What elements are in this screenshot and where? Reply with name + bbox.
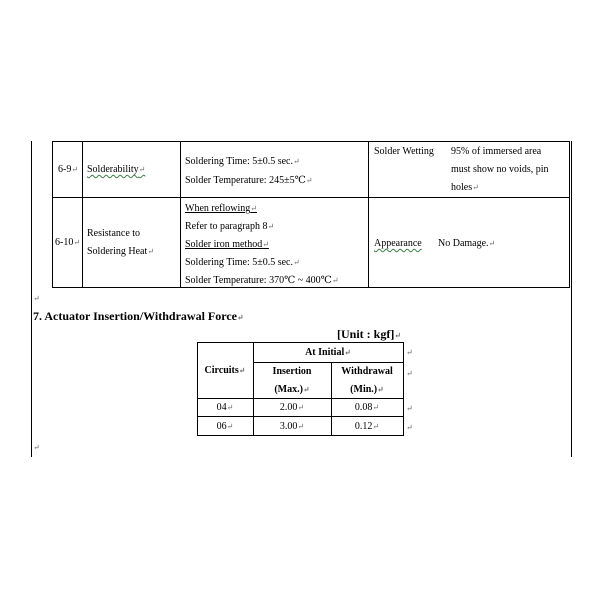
row-number: 6-9↵ xyxy=(58,164,79,175)
row-end-mark: ↵ xyxy=(406,348,413,357)
cell-withdrawal: 0.12↵ xyxy=(354,421,380,432)
header-insertion-sub: (Max.)↵ xyxy=(274,384,310,395)
row-end-mark: ↵ xyxy=(406,369,413,378)
requirement-label: Solder Wetting xyxy=(374,146,434,157)
header-withdrawal: Withdrawal xyxy=(341,366,393,377)
requirement-label: Appearance xyxy=(374,238,422,249)
cell-insertion: 2.00↵ xyxy=(279,402,305,413)
condition-line: Solder Temperature: 245±5℃↵ xyxy=(185,175,313,186)
row-end-mark: ↵ xyxy=(406,423,413,432)
paragraph-mark: ↵ xyxy=(33,294,40,303)
item-name: Resistance to xyxy=(87,228,141,239)
header-withdrawal-sub: (Min.)↵ xyxy=(350,384,384,395)
cell-insertion: 3.00↵ xyxy=(279,421,305,432)
cell-circuits: 04↵ xyxy=(216,402,234,413)
condition-line: Solder iron method↵ xyxy=(185,239,269,250)
requirement-value: 95% of immersed area xyxy=(451,146,542,157)
requirement-value: No Damage.↵ xyxy=(438,238,496,249)
requirement-value: must show no voids, pin xyxy=(451,164,549,175)
condition-line: Soldering Time: 5±0.5 sec.↵ xyxy=(185,257,300,268)
header-circuits: Circuits↵ xyxy=(204,365,246,376)
condition-line: Refer to paragraph 8↵ xyxy=(185,221,275,232)
header-insertion: Insertion xyxy=(272,366,312,377)
page-margin-left xyxy=(31,141,32,457)
condition-line: Soldering Time: 5±0.5 sec.↵ xyxy=(185,156,300,167)
row-number: 6-10↵ xyxy=(55,237,81,248)
requirement-value: holes↵ xyxy=(451,182,479,193)
cell-withdrawal: 0.08↵ xyxy=(354,402,380,413)
item-name: Solderability↵ xyxy=(87,164,146,175)
section-heading: 7. Actuator Insertion/Withdrawal Force↵ xyxy=(33,309,244,323)
paragraph-mark: ↵ xyxy=(33,443,40,452)
row-end-mark: ↵ xyxy=(406,404,413,413)
cell-circuits: 06↵ xyxy=(216,421,234,432)
item-name: Soldering Heat↵ xyxy=(87,246,154,257)
header-at-initial: At Initial↵ xyxy=(305,347,351,358)
unit-label: [Unit : kgf]↵ xyxy=(337,327,402,341)
page-margin-right xyxy=(571,141,572,457)
condition-line: When reflowing↵ xyxy=(185,203,257,214)
condition-line: Solder Temperature: 370℃ ~ 400℃↵ xyxy=(185,275,339,286)
